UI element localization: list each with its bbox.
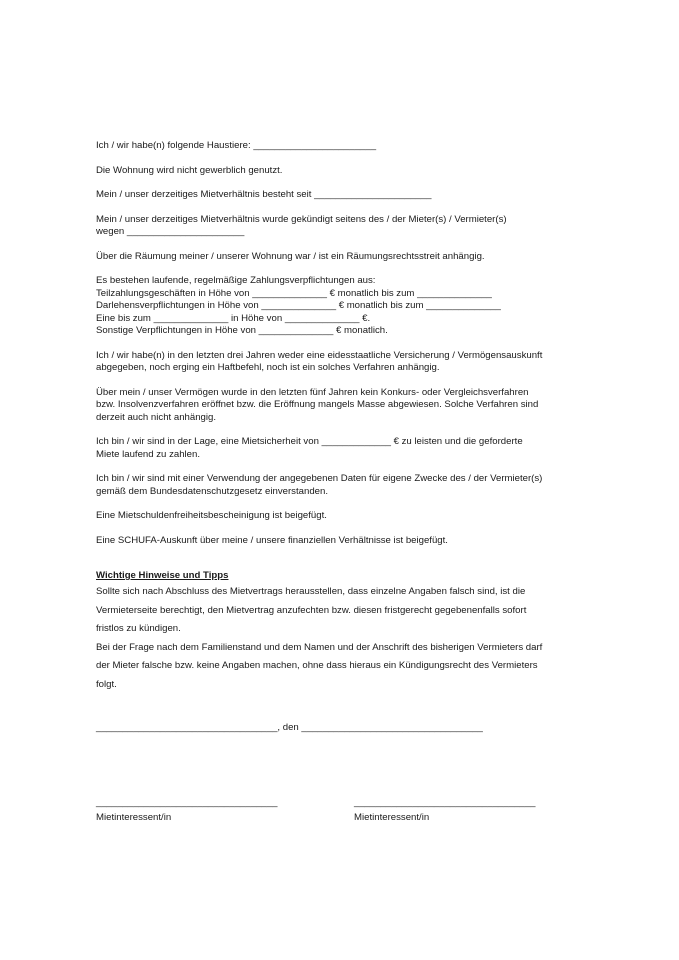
document-body xyxy=(96,140,596,694)
obligation-loans: Darlehensverpflichtungen in Höhe von ______________ € monatlich bis zum ______________ xyxy=(96,300,501,311)
place-date-line: __________________________________, den __________________________________ xyxy=(96,722,483,733)
commercial-use-line: Die Wohnung wird nicht gewerblich genutzt. xyxy=(96,164,283,176)
affidavit-line-1: Ich / wir habe(n) in den letzten drei Jahren weder eine eidesstaatliche Versicherung / Vermögensauskunft xyxy=(96,349,543,361)
insolvency-line-1: Über mein / unser Vermögen wurde in den letzten fünf Jahren kein Konkurs- oder Vergleichsverfahren xyxy=(96,386,529,398)
signature-line-right: __________________________________ xyxy=(354,797,536,808)
obligation-other: Sonstige Verpflichtungen in Höhe von ______________ € monatlich. xyxy=(96,325,388,336)
tips-heading: Wichtige Hinweise und Tipps xyxy=(96,570,229,581)
data-consent-line-2: gemäß dem Bundesdatenschutzgesetz einverstanden. xyxy=(96,485,328,497)
rent-debt-certificate-line: Eine Mietschuldenfreiheitsbescheinigung ist beigefügt. xyxy=(96,510,327,521)
insolvency-line-3: derzeit auch nicht anhängig. xyxy=(96,411,217,423)
tips-line-2: Vermieterseite berechtigt, den Mietvertrag anzufechten bzw. diesen fristgerecht gegebenenfalls sofort xyxy=(96,604,527,616)
deposit-line-2: Miete laufend zu zahlen. xyxy=(96,448,200,460)
pets-line: Ich / wir habe(n) folgende Haustiere: _______________________ xyxy=(96,140,377,151)
tips-line-1: Sollte sich nach Abschluss des Mietvertrags herausstellen, dass einzelne Angaben falsch sind, ist die xyxy=(96,586,526,597)
termination-line: Mein / unser derzeitiges Mietverhältnis wurde gekündigt seitens des / der Mieter(s) / Vermieter(s) xyxy=(96,213,507,225)
insolvency-line-2: bzw. Insolvenzverfahren eröffnet bzw. die Eröffnung mangels Masse abgewiesen. Solche Verfahren sind xyxy=(96,399,539,410)
data-consent-line-1: Ich bin / wir sind mit einer Verwendung der angegebenen Daten für eigene Zwecke des / der Vermieter(s) xyxy=(96,473,543,484)
tips-line-3: fristlos zu kündigen. xyxy=(96,623,181,634)
signature-label-left: Mietinteressent/in xyxy=(96,812,172,823)
obligations-intro: Es bestehen laufende, regelmäßige Zahlungsverpflichtungen aus: xyxy=(96,275,376,286)
signature-label-right: Mietinteressent/in xyxy=(354,812,430,823)
signature-line-left: __________________________________ xyxy=(96,797,278,808)
deposit-line-1: Ich bin / wir sind in der Lage, eine Mietsicherheit von _____________ € zu leisten und die geforderte xyxy=(96,436,523,447)
tenancy-since-line: Mein / unser derzeitiges Mietverhältnis besteht seit ______________________ xyxy=(96,189,432,200)
tips-line-4: Bei der Frage nach dem Familienstand und dem Namen und der Anschrift des bisherigen Vermieters darf xyxy=(96,641,543,653)
termination-reason-line: wegen ______________________ xyxy=(96,226,245,237)
eviction-line: Über die Räumung meiner / unserer Wohnung war / ist ein Räumungsrechtsstreit anhängig. xyxy=(96,250,485,262)
schufa-line: Eine SCHUFA-Auskunft über meine / unsere finanziellen Verhältnisse ist beigefügt. xyxy=(96,534,448,546)
tips-line-6: folgt. xyxy=(96,678,117,690)
tips-line-5: der Mieter falsche bzw. keine Angaben machen, ohne dass hieraus ein Kündigungsrecht des Vermieters xyxy=(96,660,538,671)
obligation-single: Eine bis zum ______________ in Höhe von ______________ €. xyxy=(96,312,371,324)
affidavit-line-2: abgegeben, noch erging ein Haftbefehl, noch ist ein solches Verfahren anhängig. xyxy=(96,362,440,373)
obligation-installments: Teilzahlungsgeschäften in Höhe von ______________ € monatlich bis zum ______________ xyxy=(96,287,492,299)
